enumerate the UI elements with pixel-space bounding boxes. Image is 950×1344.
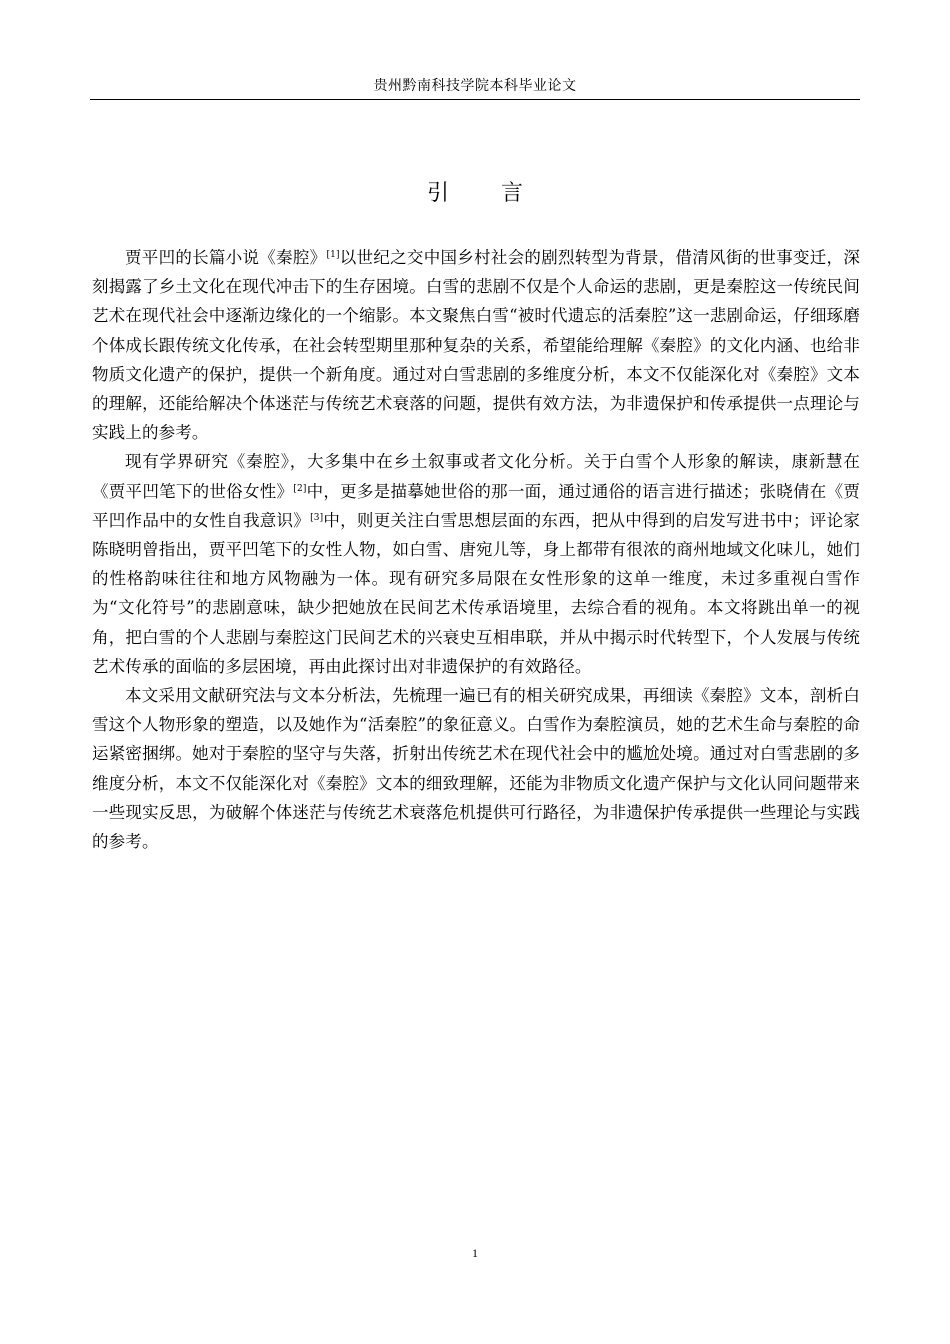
page-number: 1: [472, 1246, 478, 1260]
section-title-char: 引: [426, 181, 449, 206]
body-text: [92, 243, 860, 856]
section-title: [90, 178, 860, 210]
paragraph: [92, 681, 860, 856]
text-run: 贾平凹的长篇小说《秦腔》: [125, 248, 327, 267]
paragraph: [92, 243, 860, 447]
header-rule: [90, 99, 860, 100]
paragraph: [92, 447, 860, 681]
citation-ref: [3]: [310, 512, 324, 523]
section-title-char: 言: [501, 181, 524, 206]
citation-ref: [2]: [293, 483, 307, 494]
text-run: 本文采用文献研究法与文本分析法，先梳理一遍已有的相关研究成果，再细读《秦腔》文本，剖析白雪这个人物形象的塑造，以及她作为“活秦腔”的象征意义。白雪作为秦腔演员，她的艺术生命与秦腔的命运紧密捆绑。她对于秦腔的坚守与失落，折射出传统艺术在现代社会中的尴尬处境。通过对白雪悲剧的多维度分析，本文不仅能深化对《秦腔》文本的细致理解，还能为非物质文化遗产保护与文化认同问题带来一些现实反思，为破解个体迷茫与传统艺术衰落危机提供可行路径，为非遗保护传承提供一些理论与实践的参考。: [92, 686, 860, 852]
text-run: 以世纪之交中国乡村社会的剧烈转型为背景，借清风街的世事变迁，深刻揭露了乡土文化在现代冲击下的生存困境。白雪的悲剧不仅是个人命运的悲剧，更是秦腔这一传统民间艺术在现代社会中逐渐边缘化的一个缩影。本文聚焦白雪“被时代遗忘的活秦腔”这一悲剧命运，仔细琢磨个体成长跟传统文化传承，在社会转型期里那种复杂的关系，希望能给理解《秦腔》的文化内涵、也给非物质文化遗产的保护，提供一个新角度。通过对白雪悲剧的多维度分析，本文不仅能深化对《秦腔》文本的理解，还能给解决个体迷茫与传统艺术衰落的问题，提供有效方法，为非遗保护和传承提供一点理论与实践上的参考。: [92, 248, 860, 443]
citation-ref: [1]: [326, 250, 340, 260]
running-header: 贵州黔南科技学院本科毕业论文: [373, 78, 577, 94]
text-run: 现有学界研究《秦腔》，大多集中在乡土叙事或者文化分析。关于白雪个人形象的解读，康新慧在《贾平凹笔下的世俗女性》: [92, 452, 860, 501]
text-run: 中，则更关注白雪思想层面的东西，把从中得到的启发写进书中；评论家陈晓明曾指出，贾平凹笔下的女性人物，如白雪、唐宛儿等，身上都带有很浓的商州地域文化味儿，她们的性格韵味往往和地方风物融为一体。现有研究多局限在女性形象的这单一维度，未过多重视白雪作为“文化符号”的悲剧意味，缺少把她放在民间艺术传承语境里，去综合看的视角。本文将跳出单一的视角，把白雪的个人悲剧与秦腔这门民间艺术的兴衰史互相串联，并从中揭示时代转型下，个人发展与传统艺术传承的面临的多层困境，再由此探讨出对非遗保护的有效路径。: [92, 510, 860, 676]
text-run: 中，更多是描摹她世俗的那一面，通过通俗的语言进行描述；张晓倩在《贾平凹作品中的女性自我意识》: [92, 481, 860, 530]
